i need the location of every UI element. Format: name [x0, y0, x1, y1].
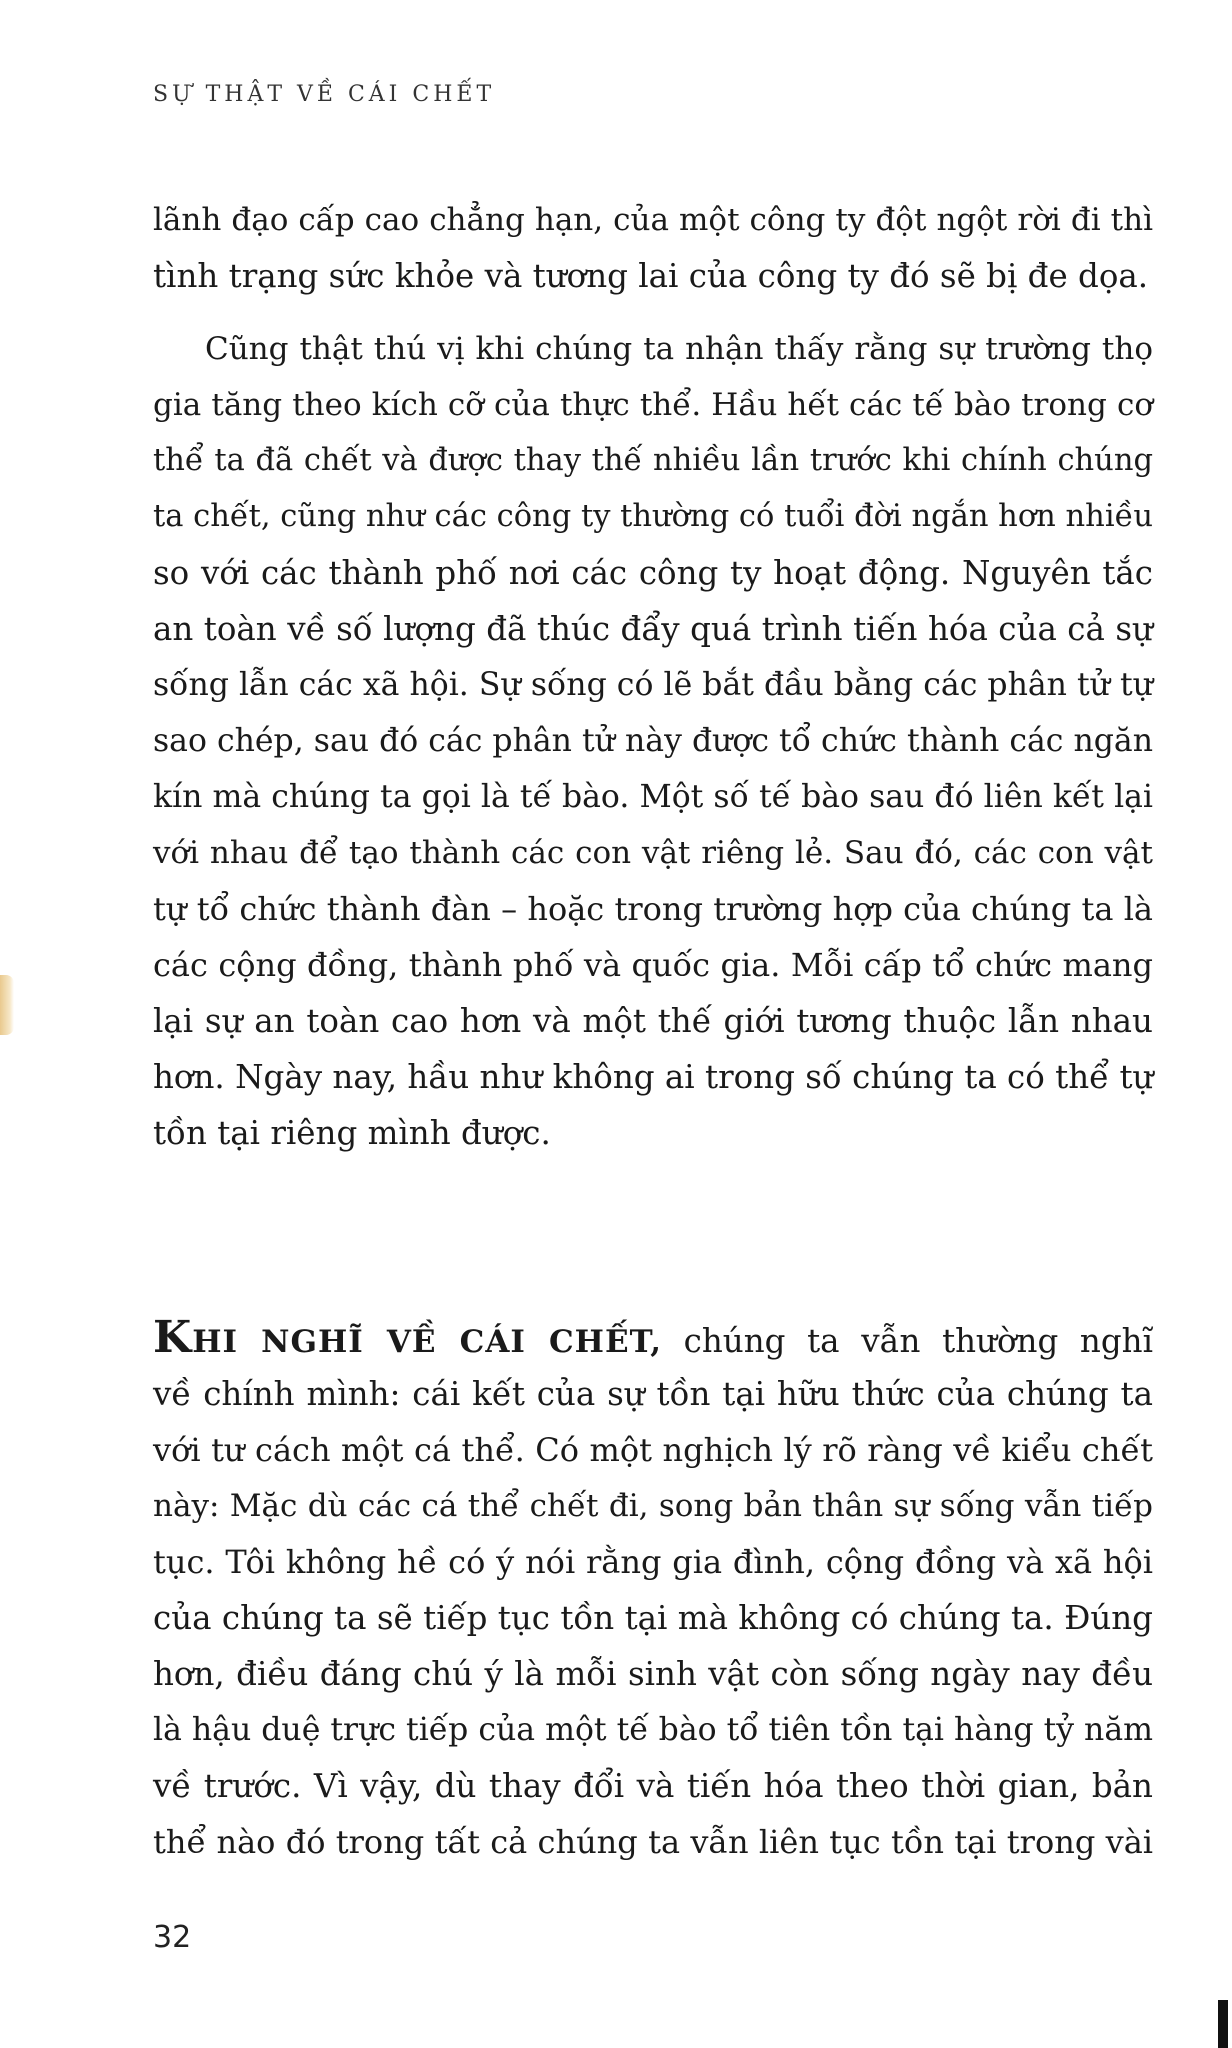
- text-line: sống lẫn các xã hội. Sự sống có lẽ bắt đầu bằng các phân tử tự: [153, 667, 1153, 703]
- text-line: tồn tại riêng mình được.: [153, 1114, 551, 1152]
- section-thinking-about-death: [153, 1310, 1153, 1870]
- text-line: gia tăng theo kích cỡ của thực thể. Hầu hết các tế bào trong cơ: [153, 387, 1153, 423]
- lead-line-rest: chúng ta vẫn thường nghĩ: [662, 1322, 1153, 1360]
- text-line: tình trạng sức khỏe và tương lai của công ty đó sẽ bị đe dọa.: [153, 257, 1149, 295]
- text-line: hơn. Ngày nay, hầu như không ai trong số chúng ta có thể tự: [153, 1058, 1154, 1096]
- text-line: với nhau để tạo thành các con vật riêng lẻ. Sau đó, các con vật: [153, 835, 1153, 871]
- text-line: kín mà chúng ta gọi là tế bào. Một số tế bào sau đó liên kết lại: [153, 779, 1153, 815]
- lead-smallcaps: HI NGHĨ VỀ CÁI CHẾT,: [192, 1324, 663, 1360]
- text-line: này: Mặc dù các cá thể chết đi, song bản thân sự sống vẫn tiếp: [153, 1488, 1153, 1524]
- text-line: lại sự an toàn cao hơn và một thế giới tương thuộc lẫn nhau: [153, 1002, 1153, 1040]
- page-edge-shadow: [1218, 2000, 1228, 2048]
- paragraph-continued: [153, 192, 1153, 304]
- text-line: ta chết, cũng như các công ty thường có tuổi đời ngắn hơn nhiều: [153, 499, 1153, 534]
- text-line: của chúng ta sẽ tiếp tục tồn tại mà không có chúng ta. Đúng: [153, 1599, 1153, 1637]
- text-line: sao chép, sau đó các phân tử này được tổ chức thành các ngăn: [153, 723, 1153, 759]
- page-edge-tab: [0, 975, 14, 1035]
- text-line: về chính mình: cái kết của sự tồn tại hữu thức của chúng ta: [153, 1375, 1153, 1413]
- text-line: thể ta đã chết và được thay thế nhiều lần trước khi chính chúng: [153, 443, 1153, 478]
- section-lead-line: [153, 1310, 1153, 1366]
- text-line: tục. Tôi không hề có ý nói rằng gia đình, cộng đồng và xã hội: [153, 1543, 1153, 1581]
- text-line: các cộng đồng, thành phố và quốc gia. Mỗi cấp tổ chức mang: [153, 946, 1153, 984]
- paragraph-longevity: [153, 321, 1153, 1161]
- text-line: hơn, điều đáng chú ý là mỗi sinh vật còn sống ngày nay đều: [153, 1655, 1153, 1693]
- lead-initial: K: [153, 1312, 193, 1363]
- text-line: là hậu duệ trực tiếp của một tế bào tổ tiên tồn tại hàng tỷ năm: [153, 1712, 1153, 1748]
- running-head: SỰ THẬT VỀ CÁI CHẾT: [153, 82, 496, 107]
- text-line: an toàn về số lượng đã thúc đẩy quá trình tiến hóa của cả sự: [153, 610, 1153, 648]
- text-line: so với các thành phố nơi các công ty hoạt động. Nguyên tắc: [153, 554, 1153, 592]
- text-line: thể nào đó trong tất cả chúng ta vẫn liên tục tồn tại trong vài: [153, 1823, 1153, 1861]
- text-line: Cũng thật thú vị khi chúng ta nhận thấy rằng sự trường thọ: [205, 331, 1153, 367]
- text-line: tự tổ chức thành đàn – hoặc trong trường hợp của chúng ta là: [153, 890, 1153, 928]
- text-line: về trước. Vì vậy, dù thay đổi và tiến hóa theo thời gian, bản: [153, 1767, 1153, 1805]
- page-number: 32: [153, 1920, 192, 1955]
- text-line: với tư cách một cá thể. Có một nghịch lý rõ ràng về kiểu chết: [153, 1431, 1153, 1469]
- text-line: lãnh đạo cấp cao chẳng hạn, của một công ty đột ngột rời đi thì: [153, 202, 1153, 238]
